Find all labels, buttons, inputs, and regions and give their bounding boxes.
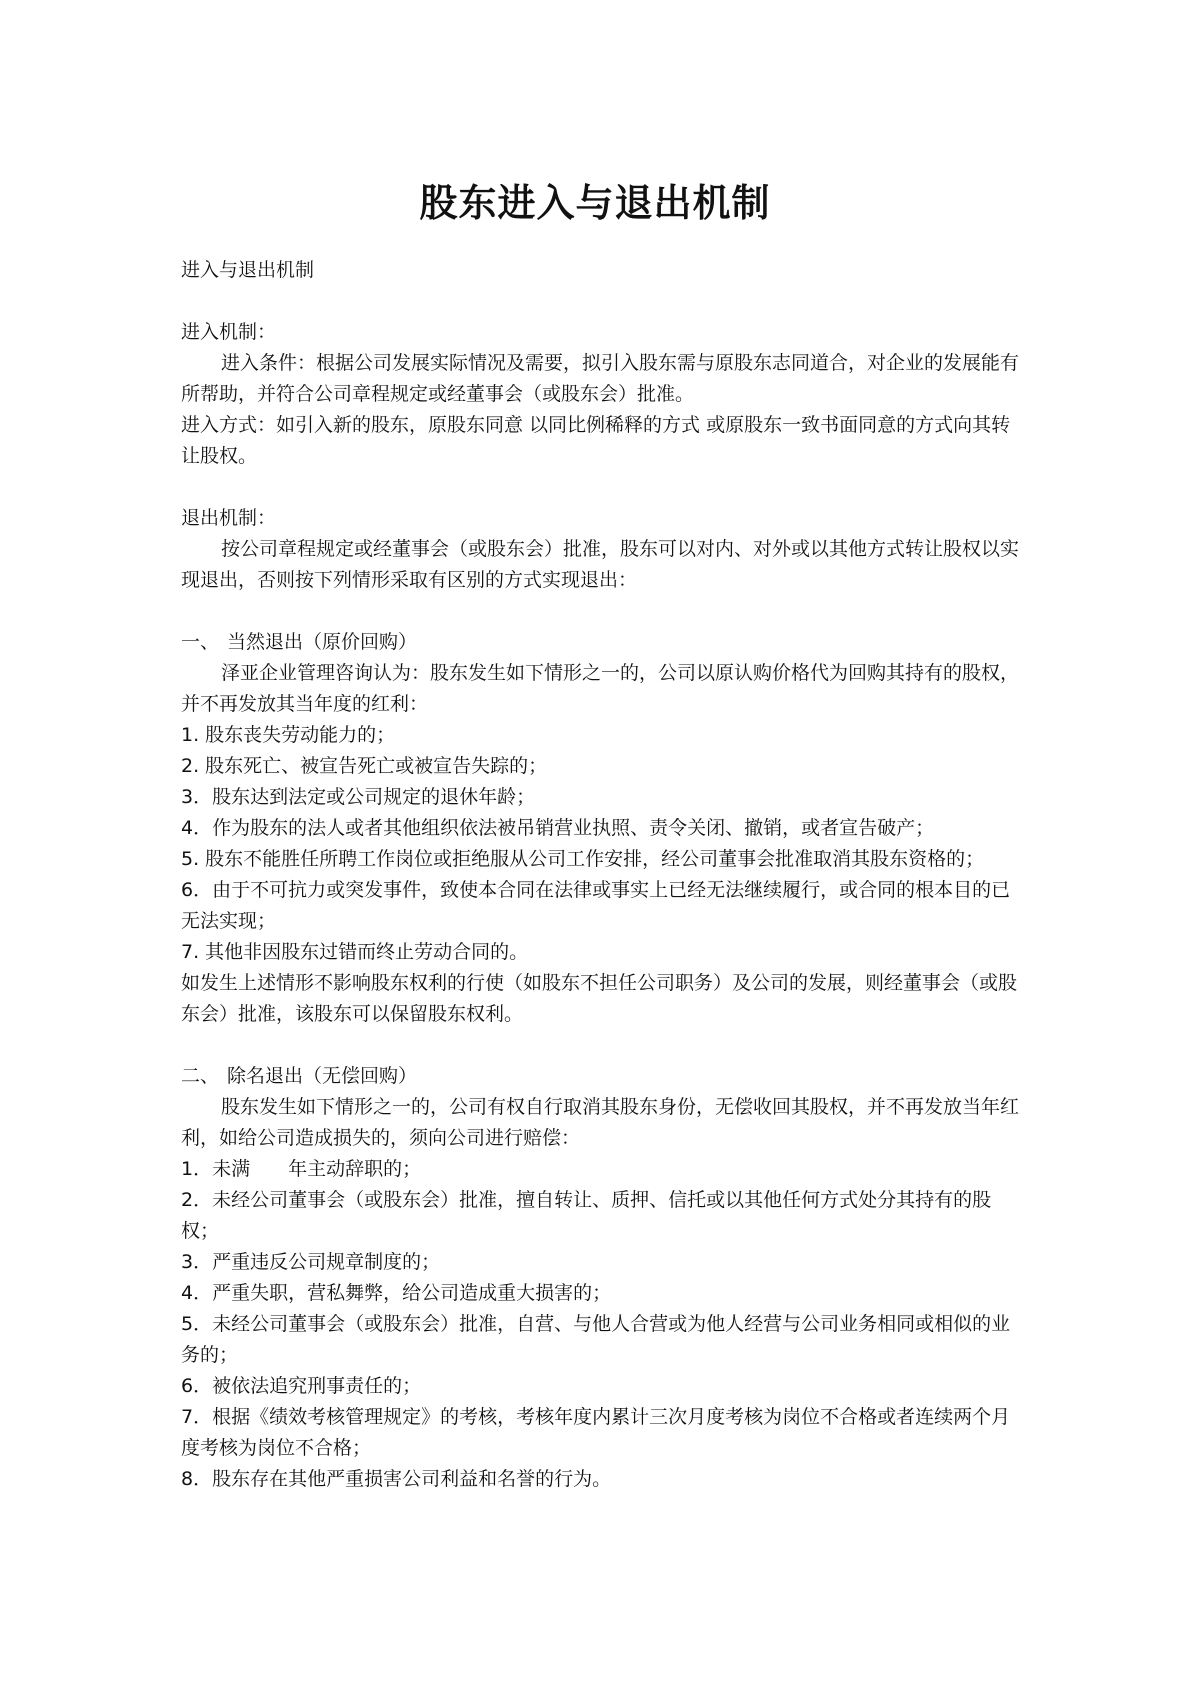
section1-intro: 泽亚企业管理咨询认为：股东发生如下情形之一的，公司以原认购价格代为回购其持有的股权，并不再发放其当年度的红利：: [181, 662, 1020, 715]
section2-item1-suffix: 年主动辞职的；: [288, 1158, 422, 1180]
document-title: 股东进入与退出机制: [419, 181, 771, 225]
spacer: [181, 286, 1019, 317]
section2-item: 8．股东存在其他严重损害公司利益和名誉的行为。: [181, 1468, 612, 1490]
section2-item: 2．未经公司董事会（或股东会）批准，擅自转让、质押、信托或以其他任何方式处分其持有的股权；: [181, 1189, 992, 1242]
section1-item: 1. 股东丧失劳动能力的；: [181, 724, 396, 746]
subtitle: 进入与退出机制: [181, 259, 315, 281]
section2-item: 6．被依法追究刑事责任的；: [181, 1375, 422, 1397]
entry-heading: 进入机制：: [181, 321, 277, 343]
section1-note: 如发生上述情形不影响股东权利的行使（如股东不担任公司职务）及公司的发展，则经董事会（或股东会）批准，该股东可以保留股东权利。: [181, 972, 1018, 1025]
section1-title: 当然退出（原价回购）: [227, 631, 418, 653]
section2-item1-prefix: 1．未满: [181, 1158, 251, 1180]
section2-item: [181, 1154, 1019, 1185]
exit-heading: 退出机制：: [181, 507, 277, 529]
section2-intro: 股东发生如下情形之一的，公司有权自行取消其股东身份，无偿收回其股权，并不再发放当年红利，如给公司造成损失的，须向公司进行赔偿：: [181, 1096, 1020, 1149]
section2-number: 二、: [181, 1065, 220, 1087]
spacer: [181, 1030, 1019, 1061]
section1-item: 7. 其他非因股东过错而终止劳动合同的。: [181, 941, 529, 963]
section2-item: 7．根据《绩效考核管理规定》的考核，考核年度内累计三次月度考核为岗位不合格或者连续两个月度考核为岗位不合格；: [181, 1406, 1011, 1459]
exit-intro: 按公司章程规定或经董事会（或股东会）批准，股东可以对内、对外或以其他方式转让股权以实现退出，否则按下列情形采取有区别的方式实现退出：: [181, 538, 1020, 591]
section1-item: 2. 股东死亡、被宣告死亡或被宣告失踪的；: [181, 755, 548, 777]
section1-item: 4．作为股东的法人或者其他组织依法被吊销营业执照、责令关闭、撤销，或者宣告破产；: [181, 817, 935, 839]
section2-item: 5．未经公司董事会（或股东会）批准，自营、与他人合营或为他人经营与公司业务相同或相似的业务的；: [181, 1313, 1011, 1366]
section1-item: 6．由于不可抗力或突发事件，致使本合同在法律或事实上已经无法继续履行，或合同的根本目的已无法实现；: [181, 879, 1011, 932]
section2-title: 除名退出（无偿回购）: [227, 1065, 418, 1087]
document-body: [181, 255, 1019, 1495]
section1-item: 5. 股东不能胜任所聘工作岗位或拒绝服从公司工作安排，经公司董事会批准取消其股东资格的；: [181, 848, 985, 870]
section2-heading: [181, 1061, 1019, 1092]
section1-heading: [181, 627, 1019, 658]
section1-number: 一、: [181, 631, 220, 653]
section1-item: 3．股东达到法定或公司规定的退休年龄；: [181, 786, 536, 808]
spacer: [181, 596, 1019, 627]
entry-method: 进入方式：如引入新的股东，原股东同意 以同比例稀释的方式 或原股东一致书面同意的方式向其转让股权。: [181, 414, 1011, 467]
section2-item: 3．严重违反公司规章制度的；: [181, 1251, 441, 1273]
section2-item: 4．严重失职，营私舞弊，给公司造成重大损害的；: [181, 1282, 612, 1304]
entry-conditions: 进入条件：根据公司发展实际情况及需要，拟引入股东需与原股东志同道合，对企业的发展能有所帮助，并符合公司章程规定或经董事会（或股东会）批准。: [181, 352, 1020, 405]
spacer: [181, 472, 1019, 503]
